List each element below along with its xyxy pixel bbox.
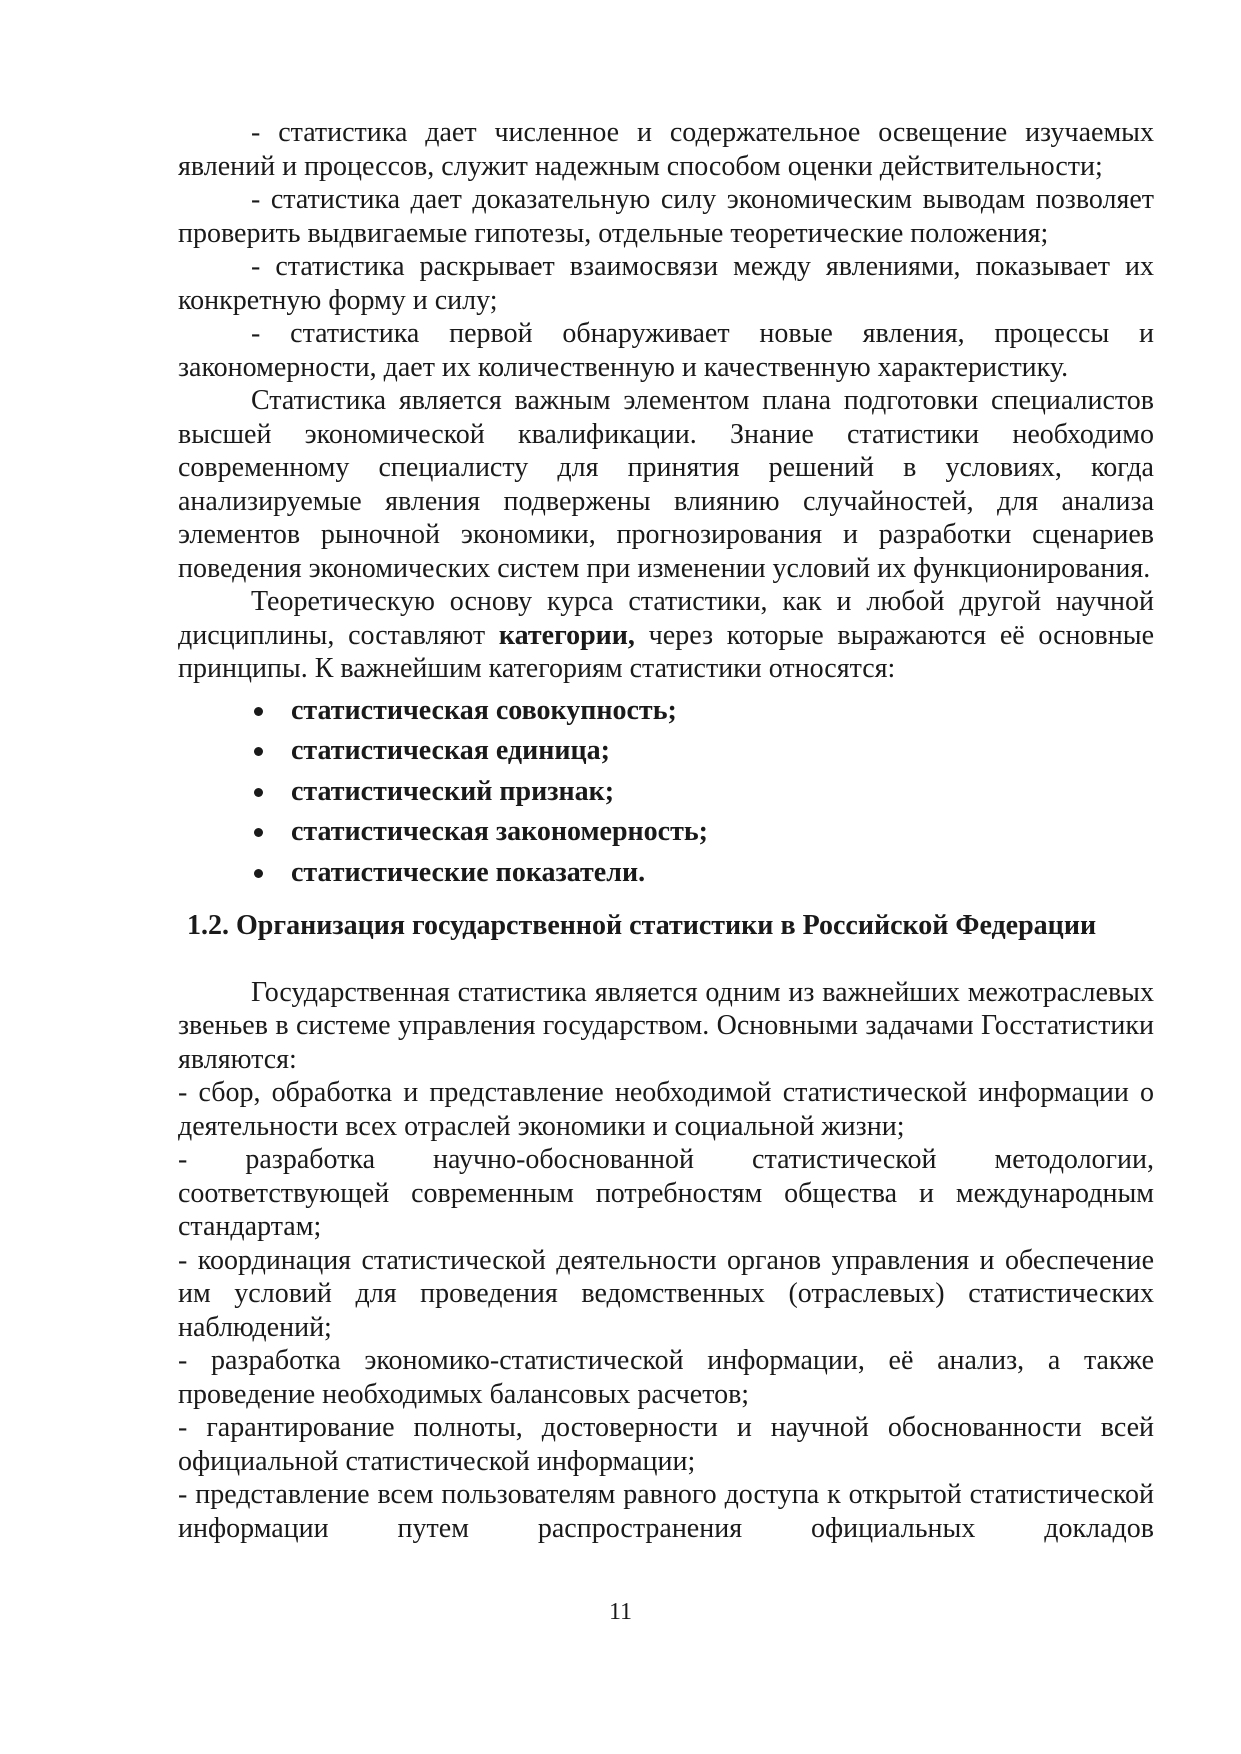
category-label: статистический признак; bbox=[291, 775, 615, 807]
document-page bbox=[178, 116, 1154, 1545]
category-label: статистические показатели. bbox=[291, 856, 646, 888]
paragraph-categories-intro bbox=[178, 585, 1154, 686]
list-item bbox=[178, 853, 1154, 894]
section-heading: 1.2. Организация государственной статистики в Российской Федерации bbox=[187, 910, 1097, 941]
categories-intro-after: через которые выражаются её основные принципы. К важнейшим категориям статистики относятся: bbox=[178, 619, 1154, 684]
list-item bbox=[178, 731, 1154, 772]
bullet-icon bbox=[254, 788, 263, 797]
task-item: - разработка научно-обоснованной статистической методологии, соответствующей современным потребностям общества и международным стандартам; bbox=[178, 1144, 1154, 1242]
list-item bbox=[178, 772, 1154, 813]
categories-intro-bold: категории, bbox=[498, 619, 635, 651]
category-label: статистическая совокупность; bbox=[291, 694, 677, 726]
list-item bbox=[178, 691, 1154, 732]
task-item: - координация статистической деятельности органов управления и обеспечение им условий для проведения ведомственных (отраслевых) статистических наблюдений; bbox=[178, 1244, 1154, 1343]
paragraph-statistics-relations: - статистика раскрывает взаимосвязи между явлениями, показывает их конкретную форму и силу; bbox=[178, 251, 1154, 316]
bullet-icon bbox=[254, 707, 263, 716]
paragraph-section-intro: Государственная статистика является одним из важнейших межотраслевых звеньев в системе управления государством. Основными задачами Госстатистики являются: bbox=[178, 976, 1154, 1075]
bullet-icon bbox=[254, 828, 263, 837]
category-label: статистическая закономерность; bbox=[291, 816, 708, 847]
bullet-icon bbox=[254, 747, 263, 756]
heading-spacer bbox=[178, 943, 1154, 976]
paragraph-statistics-discovery: - статистика первой обнаруживает новые явления, процессы и закономерности, дает их количественную и качественную характеристику. bbox=[178, 318, 1154, 383]
paragraph-statistics-evidence: - статистика дает доказательную силу экономическим выводам позволяет проверить выдвигаемые гипотезы, отдельные теоретические положения; bbox=[178, 184, 1154, 249]
task-item: - разработка экономико-статистической информации, её анализ, а также проведение необходимых балансовых расчетов; bbox=[178, 1345, 1154, 1410]
paragraph-statistics-importance: Статистика является важным элементом плана подготовки специалистов высшей экономической квалификации. Знание статистики необходимо современному специалисту для принятия решений в условиях, когда анализируемые явления подвержены влиянию случайностей, для анализа элементов рыночной экономики, прогнозирования и разработки сценариев поведения экономических систем при изменении условий их функционирования. bbox=[178, 385, 1154, 584]
task-item: - гарантирование полноты, достоверности и научной обоснованности всей официальной статистической информации; bbox=[178, 1412, 1154, 1477]
bullet-icon bbox=[254, 869, 263, 878]
categories-intro-before: Теоретическую основу курса статистики, как и любой другой научной дисциплины, составляют bbox=[178, 586, 1154, 651]
category-label: статистическая единица; bbox=[291, 735, 610, 766]
page-number: 11 bbox=[608, 1599, 633, 1625]
categories-list bbox=[178, 691, 1154, 894]
paragraph-statistics-illumination: - статистика дает численное и содержательное освещение изучаемых явлений и процессов, служит надежным способом оценки действительности; bbox=[178, 117, 1154, 182]
list-item bbox=[178, 812, 1154, 853]
task-item: - представление всем пользователям равного доступа к открытой статистической информации путем распространения официальных докладов bbox=[178, 1479, 1154, 1544]
task-item: - сбор, обработка и представление необходимой статистической информации о деятельности всех отраслей экономики и социальной жизни; bbox=[178, 1077, 1154, 1142]
